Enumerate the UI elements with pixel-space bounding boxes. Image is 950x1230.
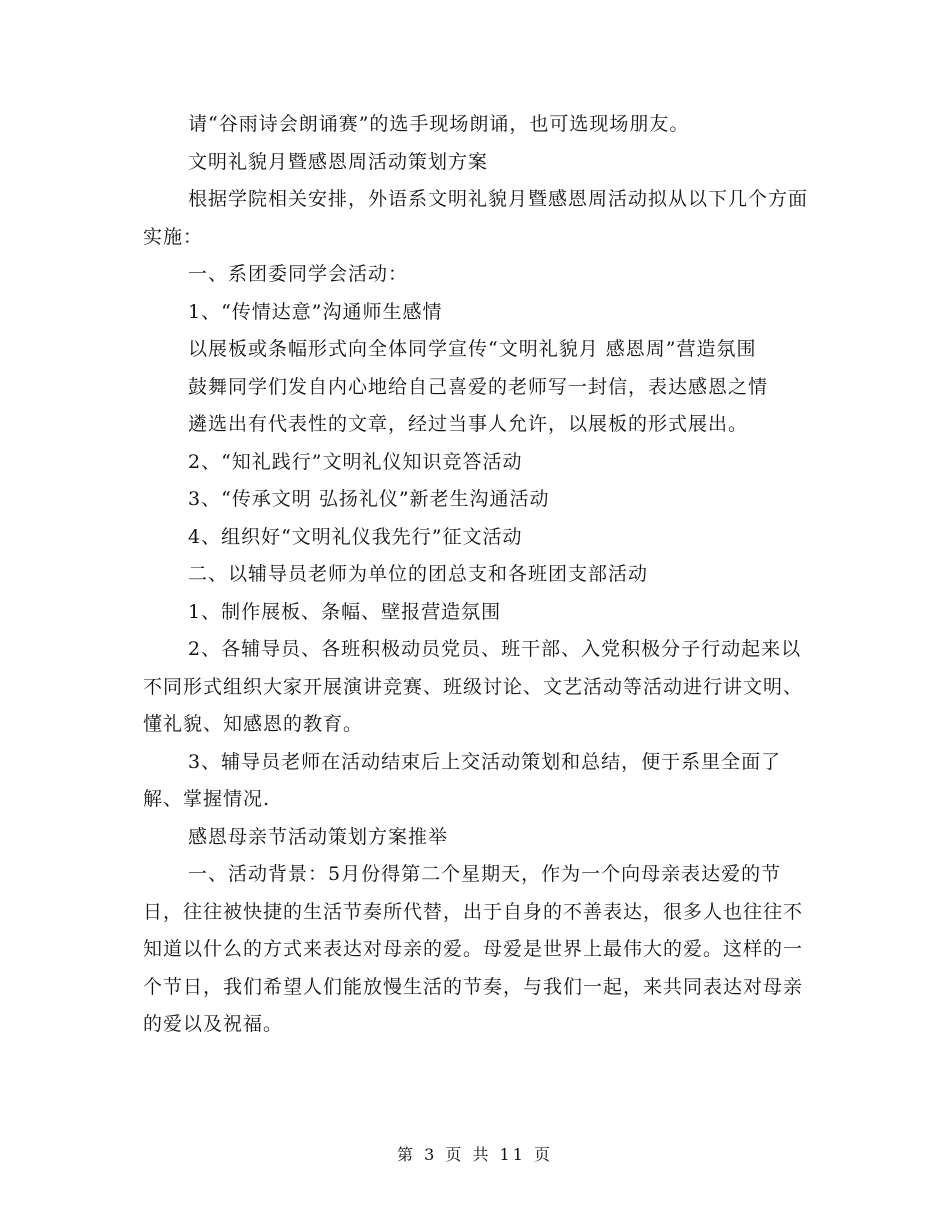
section-title: 文明礼貌月暨感恩周活动策划方案 (188, 150, 489, 173)
paragraph: 遴选出有代表性的文章，经过当事人允许，以展板的形式展出。 (188, 413, 749, 435)
list-item: 3、“传承文明 弘扬礼仪”新老生沟通活动 (188, 488, 550, 510)
paragraph: 根据学院相关安排，外语系文明礼貌月暨感恩周活动拟从以下几个方面实施： (143, 188, 809, 248)
section-title: 感恩母亲节活动策划方案推举 (188, 825, 449, 848)
list-item: 2、各辅导员、各班积极动员党员、班干部、入党积极分子行动起来以不同形式组织大家开展演讲竞赛、班级讨论、文艺活动等活动进行讲文明、懂礼貌、知感恩的教育。 (143, 638, 804, 735)
list-item: 1、“传情达意”沟通师生感情 (188, 300, 443, 323)
document-body (143, 106, 811, 1044)
paragraph: 一、活动背景：5月份得第二个星期天，作为一个向母亲表达爱的节日，往往被快捷的生活节奏所代替，出于自身的不善表达，很多人也往往不知道以什么的方式来表达对母亲的爱。母爱是世界上最伟大的爱。这样的一个节日，我们希望人们能放慢生活的节奏，与我们一起，来共同表达对母亲的爱以及祝福。 (143, 863, 804, 1035)
paragraph: 请“谷雨诗会朗诵赛”的选手现场朗诵，也可选现场朋友。 (188, 113, 690, 135)
heading: 一、系团委同学会活动： (188, 263, 409, 285)
list-item: 1、制作展板、条幅、壁报营造氛围 (188, 600, 502, 623)
paragraph: 鼓舞同学们发自内心地给自己喜爱的老师写一封信，表达感恩之情 (188, 375, 769, 398)
heading: 二、以辅导员老师为单位的团总支和各班团支部活动 (188, 563, 649, 585)
list-item: 4、组织好“文明礼仪我先行”征文活动 (188, 525, 523, 548)
paragraph: 以展板或条幅形式向全体同学宣传“文明礼貌月 感恩周”营造氛围 (188, 338, 757, 360)
list-item: 2、“知礼践行”文明礼仪知识竞答活动 (188, 450, 523, 473)
page-footer: 第 3 页 共 11 页 (397, 1145, 553, 1164)
list-item: 3、辅导员老师在活动结束后上交活动策划和总结，便于系里全面了解、掌握情况. (143, 750, 782, 810)
